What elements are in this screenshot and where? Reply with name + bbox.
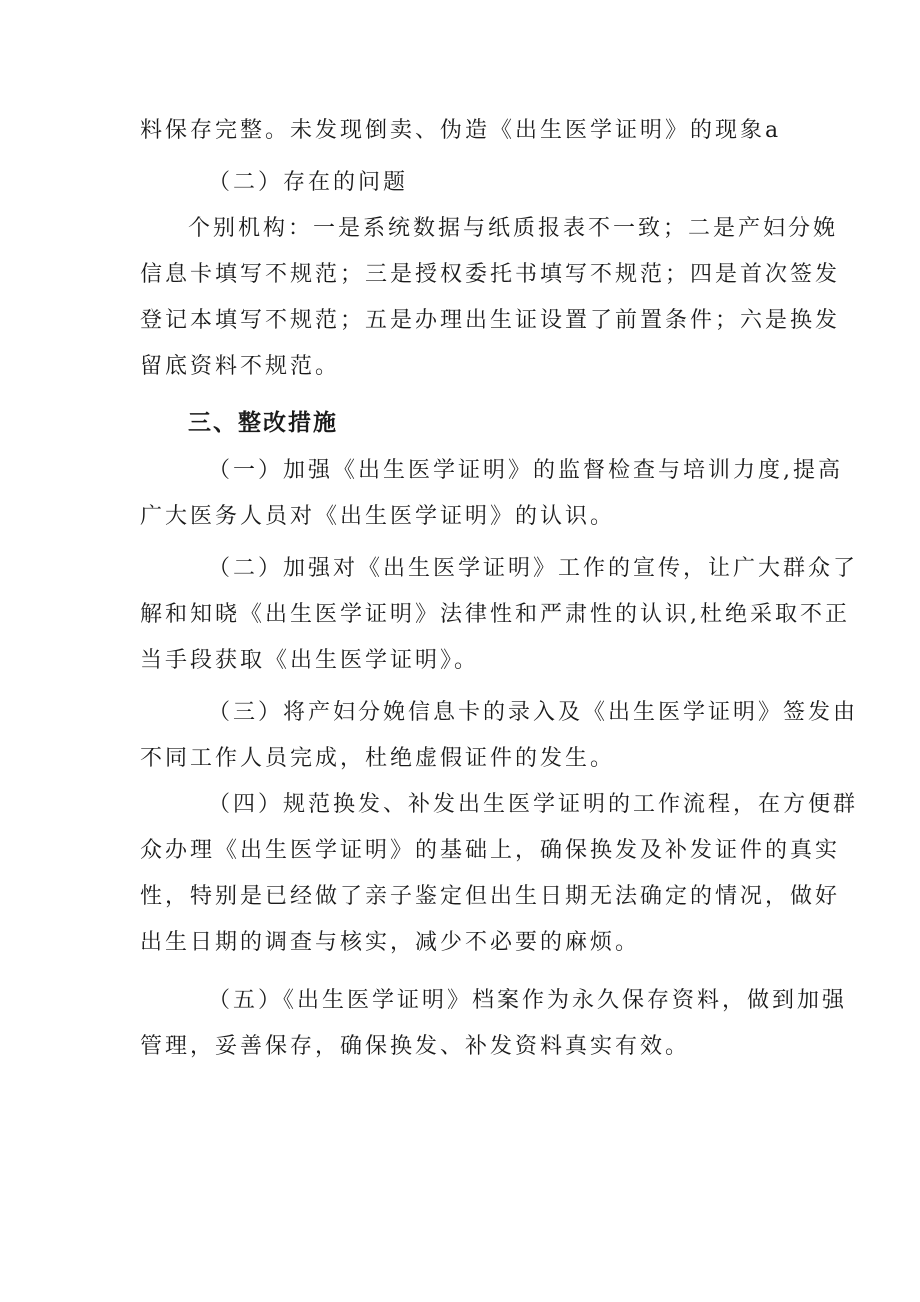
paragraph-line: 个别机构：一是系统数据与纸质报表不一致；二是产妇分娩: [188, 216, 839, 241]
paragraph-line: 众办理《出生医学证明》的基础上，确保换发及补发证件的真实: [140, 838, 841, 863]
paragraph-line: 解和知晓《出生医学证明》法律性和严肃性的认识,杜绝采取不正: [140, 602, 850, 627]
section-heading: 三、整改措施: [188, 410, 338, 436]
paragraph-line: 当手段获取《出生医学证明》。: [140, 648, 480, 673]
paragraph-line: 不同工作人员完成，杜绝虚假证件的发生。: [140, 746, 616, 771]
paragraph-line: （四）规范换发、补发出生医学证明的工作流程，在方便群: [208, 792, 859, 817]
measure-paragraph-4: [140, 782, 859, 966]
paragraph-line: （三）将产妇分娩信息卡的录入及《出生医学证明》签发由: [208, 700, 859, 725]
continuation-paragraph: [140, 108, 792, 154]
paragraph-line: 留底资料不规范。: [140, 354, 341, 379]
paragraph-line: 登记本填写不规范；五是办理出生证设置了前置条件；六是换发: [140, 308, 841, 333]
subheading-text: （二）存在的问题: [208, 170, 409, 195]
problems-paragraph: [140, 206, 841, 390]
paragraph-line: （二）加强对《出生医学证明》工作的宣传，让广大群众了: [208, 556, 859, 581]
paragraph-line: （五）《出生医学证明》档案作为永久保存资料，做到加强: [208, 988, 848, 1013]
paragraph-line: （一）加强《出生医学证明》的监督检查与培训力度,提高: [208, 458, 843, 483]
measure-paragraph-5: [140, 978, 848, 1070]
paragraph-line: 性，特别是已经做了亲子鉴定但出生日期无法确定的情况，做好: [140, 884, 841, 909]
paragraph-line: 广大医务人员对《出生医学证明》的认识。: [140, 504, 616, 529]
paragraph-line: 出生日期的调查与核实，减少不必要的麻烦。: [140, 930, 641, 955]
measure-paragraph-1: [140, 448, 843, 540]
problems-subheading: [140, 160, 792, 206]
paragraph-line: 信息卡填写不规范；三是授权委托书填写不规范；四是首次签发: [140, 262, 841, 287]
measure-paragraph-2: [140, 546, 859, 684]
paragraph-line: 料保存完整。未发现倒卖、伪造《出生医学证明》的现象a: [140, 118, 782, 143]
paragraph-line: 管理，妥善保存，确保换发、补发资料真实有效。: [140, 1034, 691, 1059]
measure-paragraph-3: [140, 690, 859, 782]
